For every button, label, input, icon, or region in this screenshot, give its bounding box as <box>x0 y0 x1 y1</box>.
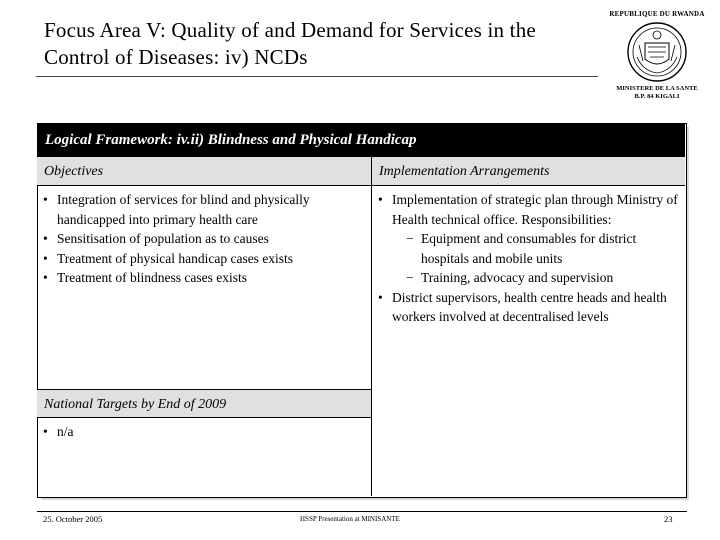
objectives-cell <box>42 190 364 288</box>
list-item: • District supervisors, health centre heads and health workers involved at decentralised levels <box>377 288 679 327</box>
framework-header: Logical Framework: iv.ii) Blindness and Physical Handicap <box>37 123 685 157</box>
list-item: • Sensitisation of population as to causes <box>42 229 364 249</box>
list-item: • Treatment of physical handicap cases exists <box>42 249 364 269</box>
sub-list-item: − Training, advocacy and supervision <box>377 268 679 288</box>
list-item: • Treatment of blindness cases exists <box>42 268 364 288</box>
ministry-seal <box>604 10 710 101</box>
arrangements-cell <box>377 190 679 327</box>
slide-title: Focus Area V: Quality of and Demand for Services in the Control of Diseases: iv) NCDs <box>44 18 536 69</box>
column-divider <box>371 157 372 496</box>
coat-of-arms-icon <box>625 21 689 83</box>
targets-header: National Targets by End of 2009 <box>37 389 371 418</box>
objectives-header: Objectives <box>37 157 371 186</box>
list-item: • Implementation of strategic plan through Ministry of Health technical office. Responsibilities: <box>377 190 679 229</box>
arrangements-header: Implementation Arrangements <box>372 157 685 186</box>
seal-address-text: B.P. 84 KIGALI <box>634 93 680 100</box>
footer-date: 25. October 2005 <box>43 514 103 524</box>
footer-center-text: HSSP Presentation at MINISANTE <box>300 515 400 523</box>
sub-list-item: − Equipment and consumables for district hospitals and mobile units <box>377 229 679 268</box>
page-number: 23 <box>664 514 673 524</box>
footer-divider <box>37 511 687 512</box>
list-item: • Integration of services for blind and physically handicapped into primary health care <box>42 190 364 229</box>
title-divider <box>36 76 598 77</box>
seal-ministry-text: MINISTERE DE LA SANTE <box>616 85 698 92</box>
seal-country-text: REPUBLIQUE DU RWANDA <box>609 10 705 18</box>
targets-cell <box>42 422 364 442</box>
list-item: • n/a <box>42 422 364 442</box>
